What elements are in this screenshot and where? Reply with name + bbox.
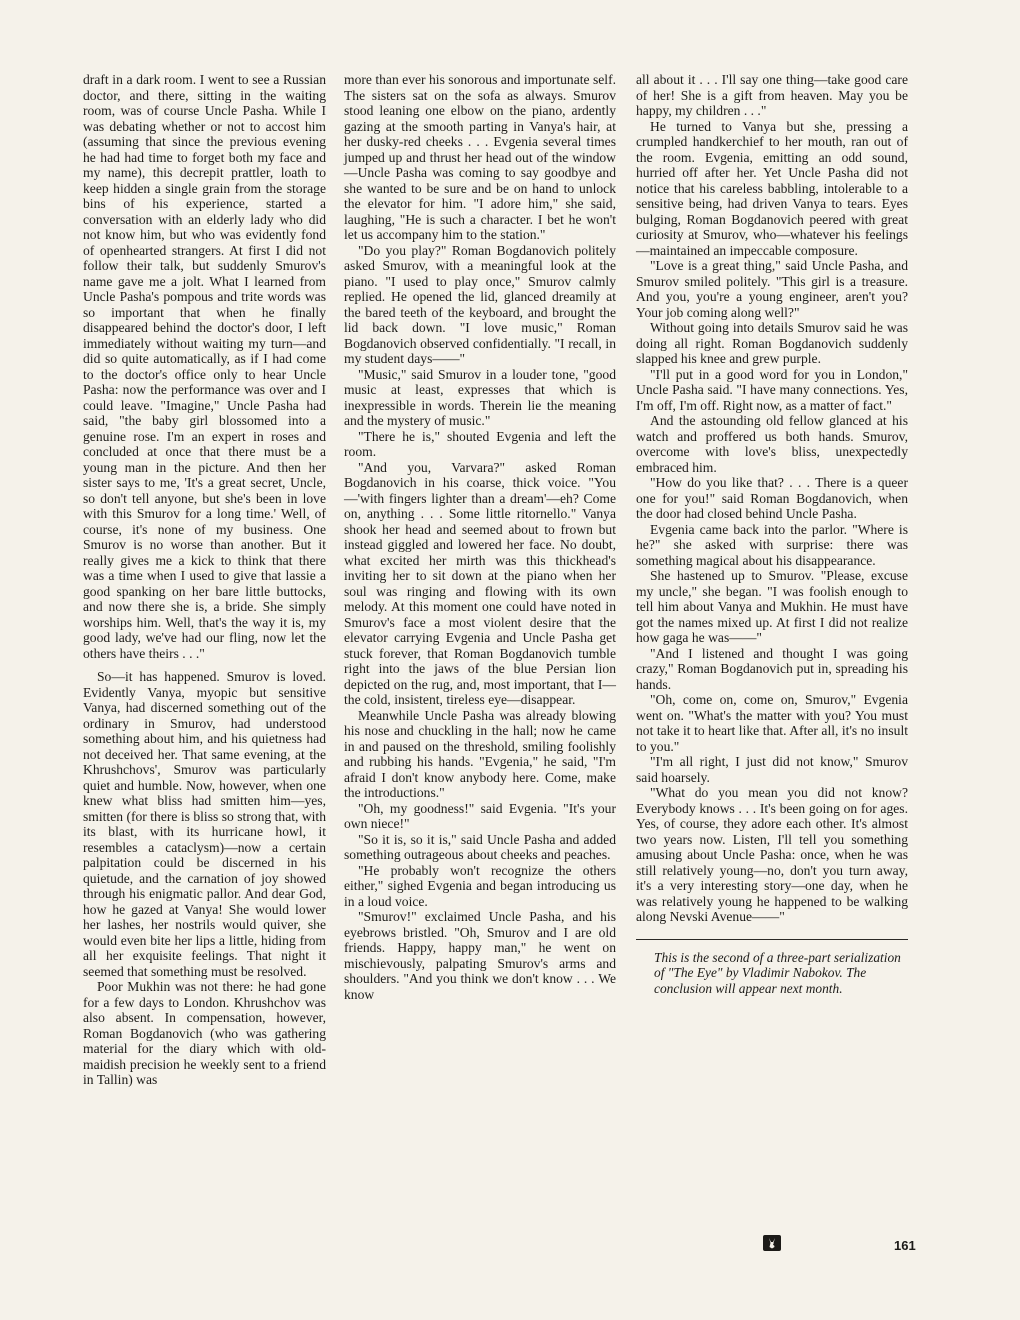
column-1: [83, 72, 326, 1088]
paragraph: "Oh, come on, come on, Smurov," Evgenia went on. "What's the matter with you? You must not take it to heart like that. After all, it's no insult to you.": [636, 692, 908, 754]
paragraph: Without going into details Smurov said he was doing all right. Roman Bogdanovich suddenly slapped his knee and grew purple.: [636, 320, 908, 366]
paragraph: more than ever his sonorous and importunate self. The sisters sat on the sofa as always. Smurov stood leaning one elbow on the piano, ardently gazing at the smooth parting in Vanya's hair, at her dusky-red cheeks . . . Evgenia several times jumped up and thrust her head out of the window—Uncle Pasha was coming to say goodbye and she wanted to be sure and be on hand to unlock the elevator for him. "I adore him," she said, laughing, "He is such a character. I bet he won't let us accompany him to the station.": [344, 72, 616, 242]
paragraph: "So it is, so it is," said Uncle Pasha and added something outrageous about cheeks and peaches.: [344, 831, 616, 862]
paragraph: "Music," said Smurov in a louder tone, "good music at least, expresses that which is inexpressible in words. Therein lie the meaning and the mystery of music.": [344, 366, 616, 428]
paragraph: Poor Mukhin was not there: he had gone for a few days to London. Khrushchov was also absent. In compensation, however, Roman Bogdanovich (who was gathering material for the diary which with old-maidish precision he weekly sent to a friend in Tallin) was: [83, 979, 326, 1087]
paragraph: So—it has happened. Smurov is loved. Evidently Vanya, myopic but sensitive Vanya, had discerned something out of the ordinary in Smurov, had understood something about him, and his quietness had not deceived her. That same evening, at the Khrushchovs', Smurov was particularly quiet and humble. Now, however, when one knew what bliss had smitten him—yes, smitten (for there is bliss so strong that, with its blast, with its hurricane howl, it resembles a cataclysm)—now a certain palpitation could be discerned in his quietude, and the carnation of joy showed through his enigmatic pallor. And dear God, how he gazed at Vanya! She would lower her lashes, her nostrils would quiver, she would even bite her lips a little, hiding from all her exquisite feelings. That night it seemed that something must be resolved.: [83, 669, 326, 979]
paragraph: "And I listened and thought I was going crazy," Roman Bogdanovich put in, spreading his hands.: [636, 645, 908, 692]
paragraph: "Oh, my goodness!" said Evgenia. "It's your own niece!": [344, 800, 616, 831]
paragraph: And the astounding old fellow glanced at his watch and proffered us both hands. Smurov, overcome with love's bliss, unexpectedly embraced him.: [636, 413, 908, 475]
footnote-divider: [636, 939, 908, 940]
paragraph: "Smurov!" exclaimed Uncle Pasha, and his eyebrows bristled. "Oh, Smurov and I are old friends. Happy, happy man," he went on mischievously, palpating Smurov's arms and shoulders. "And you think we don't know . . . We know: [344, 909, 616, 1002]
paragraph: "I'll put in a good word for you in London," Uncle Pasha said. "I have many connections. Yes, I'm off, I'm off. Right now, as a matter of fact.": [636, 366, 908, 413]
paragraph: He turned to Vanya but she, pressing a crumpled handkerchief to her mouth, ran out of the room. Evgenia, emitting an odd sound, hurried off after her. Yet Uncle Pasha did not notice that his careless babbling, intolerable to a sensitive being, had driven Vanya to tears. Eyes bulging, Roman Bogdanovich peered with great curiosity at Smurov, who—whatever his feelings—maintained an impeccable composure.: [636, 118, 908, 258]
paragraph: "I'm all right, I just did not know," Smurov said hoarsely.: [636, 754, 908, 785]
paragraph: "Love is a great thing," said Uncle Pasha, and Smurov smiled politely. "This girl is a treasure. And you, you're a young engineer, aren't you? Your job coming along well?": [636, 258, 908, 320]
rabbit-head-logo-icon: [763, 1235, 781, 1251]
paragraph: "He probably won't recognize the others either," sighed Evgenia and began introducing us in a loud voice.: [344, 862, 616, 909]
paragraph: Evgenia came back into the parlor. "Where is he?" she asked with surprise: there was something magical about his disappearance.: [636, 521, 908, 568]
paragraph: all about it . . . I'll say one thing—take good care of her! She is a gift from heaven. May you be happy, my children . . .": [636, 72, 908, 118]
page-number: 161: [894, 1238, 916, 1253]
paragraph: "What do you mean you did not know? Everybody knows . . . It's been going on for ages. Yes, of course, they adore each other. It's almost two years now. Listen, I'll tell you something amusing about Uncle Pasha: once, when he was still relatively young—no, don't you turn away, it's a very interesting story—one day, when he was relatively young he happened to be walking along Nevski Avenue——": [636, 785, 908, 924]
column-2: [344, 72, 616, 1002]
paragraph: "There he is," shouted Evgenia and left the room.: [344, 428, 616, 459]
paragraph: Meanwhile Uncle Pasha was already blowing his nose and chuckling in the hall; now he came in and paused on the threshold, smiling foolishly and rubbing his hands. "Evgenia," he said, "I'm afraid I don't know anybody here. Come, make the introductions.": [344, 707, 616, 800]
paragraph: "Do you play?" Roman Bogdanovich politely asked Smurov, with a meaningful look at the piano. "I used to play once," Smurov calmly replied. He opened the lid, glanced dreamily at the bared teeth of the keyboard, and brought the lid back down. "I love music," Roman Bogdanovich observed confidentially. "I recall, in my student days——": [344, 242, 616, 366]
paragraph: "How do you like that? . . . There is a queer one for you!" said Roman Bogdanovich, when the door had closed behind Uncle Pasha.: [636, 475, 908, 521]
paragraph: "And you, Varvara?" asked Roman Bogdanovich in his coarse, thick voice. "You—'with fingers lighter than a dream'—eh? Come on, anything . . . Some little ritornello." Vanya shook her head and seemed about to frown but instead giggled and lowered her face. No doubt, what excited her mirth was this thickhead's inviting her to sit down at the piano when her soul was ringing and flowing with its own melody. At this moment one could have noted in Smurov's face a most violent desire that the elevator carrying Evgenia and Uncle Pasha get stuck forever, that Roman Bogdanovich tumble right into the jaws of the blue Persian lion depicted on the rug, and, most important, that I—the cold, insistent, tireless eye—disappear.: [344, 459, 616, 707]
column-3: [636, 72, 908, 996]
paragraph: She hastened up to Smurov. "Please, excuse my uncle," she began. "I was foolish enough to tell him about Vanya and Mukhin. He must have got the names mixed up. At first I did not realize how gaga he was——": [636, 568, 908, 645]
serialization-footnote: This is the second of a three-part serialization of "The Eye" by Vladimir Nabokov. The conclusion will appear next month.: [654, 949, 901, 996]
paragraph: draft in a dark room. I went to see a Russian doctor, and there, sitting in the waiting room, was of course Uncle Pasha. While I was debating whether or not to accost him (assuming that since the previous evening he had had time to forget both my face and my name), this decrepit prattler, loath to keep hidden a single grain from the storage bins of his experience, started a conversation with an elderly lady who did not know him, but who was evidently fond of openhearted strangers. At first I did not follow their talk, but suddenly Smurov's name gave me a jolt. What I learned from Uncle Pasha's pompous and trite words was so important that when he finally disappeared behind the doctor's door, I left immediately without waiting my turn—and did so quite automatically, as if I had come to the doctor's office only to hear Uncle Pasha: now the performance was over and I could leave. "Imagine," Uncle Pasha had said, "the baby girl blossomed into a genuine rose. I'm an expert in roses and concluded at once that there must be a young man in the picture. And then her sister says to me, 'It's a great secret, Uncle, so don't tell anyone, but she's been in love with this Smurov for a long time.' Well, of course, it's none of my business. One Smurov is no worse than another. But it really gives me a kick to think that there was a time when I used to give that lassie a good spanking on her bare little buttocks, and now there she is, a bride. She simply worships him. Well, that's the way it is, my good lady, we've had our fling, now let the others have theirs . . .": [83, 72, 326, 661]
